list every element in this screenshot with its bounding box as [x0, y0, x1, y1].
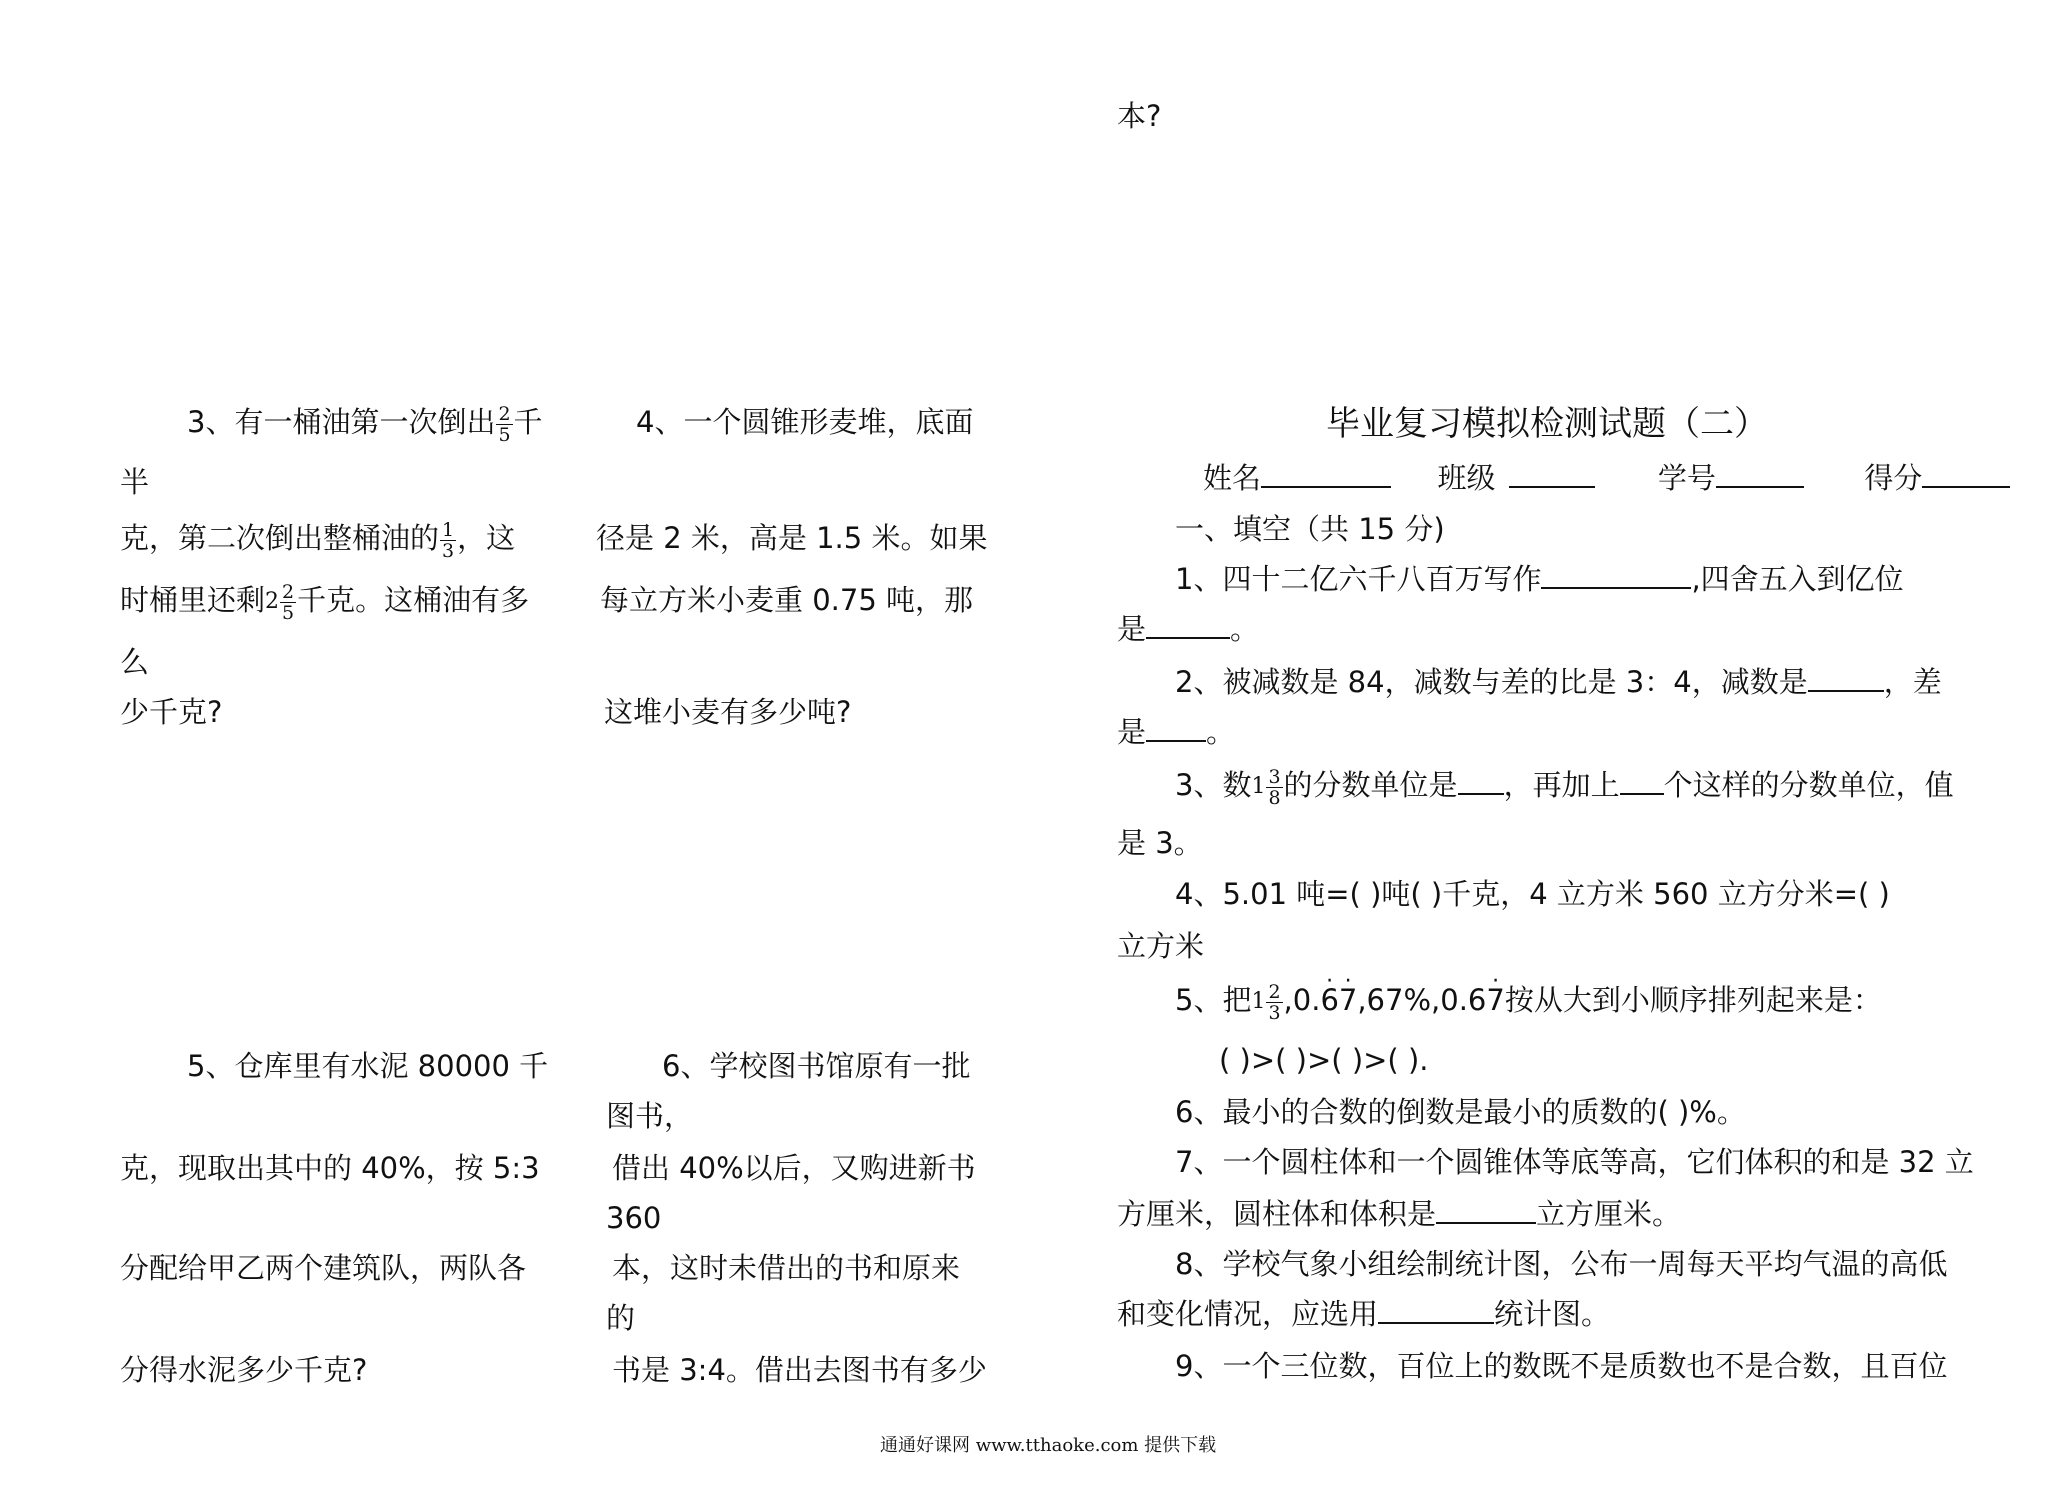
- answer-blank: [1436, 1196, 1536, 1224]
- q3-line-1: 3、数1 $\frac{3}{8}$ 的分数单位是 ，再加上 个这样的分数单位，值: [1175, 765, 1954, 809]
- problem-6-line-1: 6、学校图书馆原有一批: [662, 1049, 971, 1083]
- q4-line-2: 立方米: [1117, 929, 1205, 963]
- fraction: $\frac{2}{5}$: [498, 402, 511, 446]
- section-heading: 一、填空（共 15 分): [1175, 512, 1445, 546]
- q6: 6、最小的合数的倒数是最小的质数的( )%。: [1175, 1095, 1746, 1129]
- answer-blank: [1541, 561, 1691, 589]
- q5-line-2: ( )>( )>( )>( ).: [1219, 1043, 1429, 1077]
- fraction: $\frac{2}{3}$: [1268, 980, 1281, 1024]
- continued-text: 本?: [1117, 99, 1162, 133]
- problem-6-line-6: 的: [606, 1301, 636, 1335]
- q2-line-1: 2、被减数是 84，减数与差的比是 3：4，减数是 ，差: [1175, 665, 1942, 699]
- problem-4-line-1: 4、一个圆锥形麦堆，底面: [636, 405, 974, 439]
- answer-blank: [1146, 714, 1206, 742]
- fraction: $\frac{2}{5}$: [282, 580, 295, 624]
- q2-line-2: 是 。: [1117, 715, 1236, 749]
- class-blank: [1509, 460, 1595, 488]
- problem-3-line-1: 3、有一桶油第一次倒出 $\frac{2}{5}$ 千: [187, 402, 543, 446]
- answer-blank: [1620, 767, 1664, 795]
- problem-4-line-3: 每立方米小麦重 0.75 吨，那: [600, 583, 974, 617]
- problem-5-line-2: 克，现取出其中的 40%，按 5:3: [120, 1151, 540, 1185]
- id-blank: [1716, 460, 1804, 488]
- repeating-digit: 6 ·: [1320, 980, 1338, 1020]
- q4-line-1: 4、5.01 吨=( )吨( )千克，4 立方米 560 立方分米=( ): [1175, 877, 1890, 911]
- answer-blank: [1378, 1296, 1494, 1324]
- problem-5-line-3: 分配给甲乙两个建筑队，两队各: [120, 1251, 527, 1285]
- answer-blank: [1808, 664, 1884, 692]
- q7-line-1: 7、一个圆柱体和一个圆锥体等底等高，它们体积的和是 32 立: [1175, 1145, 1974, 1179]
- problem-4-line-2: 径是 2 米，高是 1.5 米。如果: [596, 521, 988, 555]
- student-info-row: 姓名 班级 学号 得分: [1203, 458, 2010, 498]
- q9-line-1: 9、一个三位数，百位上的数既不是质数也不是合数，且百位: [1175, 1349, 1948, 1383]
- repeating-digit: 7 ·: [1486, 980, 1504, 1020]
- problem-6-line-7: 书是 3:4。借出去图书有多少: [612, 1353, 987, 1387]
- problem-6-line-2: 图书，: [606, 1099, 694, 1133]
- fraction: $\frac{3}{8}$: [1268, 765, 1281, 809]
- q5-line-1: 5、把1 $\frac{2}{3}$ ,0.6 ·7 ·,67%,0.67 ·按从大到小顺序排列起来是：: [1175, 980, 1882, 1023]
- name-blank: [1261, 460, 1391, 488]
- problem-3-line-6: 少千克?: [120, 695, 223, 729]
- q8-line-1: 8、学校气象小组绘制统计图，公布一周每天平均气温的高低: [1175, 1247, 1948, 1281]
- problem-6-line-5: 本，这时未借出的书和原来: [612, 1251, 961, 1285]
- repeating-digit: 7 ·: [1339, 980, 1357, 1020]
- problem-3-line-3: 克，第二次倒出整桶油的 $\frac{1}{3}$ ，这: [120, 518, 516, 562]
- problem-3-line-4: 时桶里还剩2 $\frac{2}{5}$ 千克。这桶油有多: [120, 580, 530, 624]
- problem-4-line-4: 这堆小麦有多少吨?: [604, 695, 852, 729]
- q7-line-2: 方厘米，圆柱体和体积是 立方厘米。: [1117, 1197, 1682, 1231]
- problem-5-line-1: 5、仓库里有水泥 80000 千: [187, 1049, 549, 1083]
- problem-5-line-4: 分得水泥多少千克?: [120, 1353, 368, 1387]
- answer-blank: [1458, 767, 1504, 795]
- fraction: $\frac{1}{3}$: [442, 518, 455, 562]
- q3-line-2: 是 3。: [1117, 826, 1203, 860]
- q1-line-1: 1、四十二亿六千八百万写作 ,四舍五入到亿位: [1175, 562, 1904, 596]
- answer-blank: [1146, 611, 1230, 639]
- exam-title: 毕业复习模拟检测试题（二）: [1326, 404, 1768, 444]
- score-blank: [1922, 460, 2010, 488]
- problem-3-line-2: 半: [120, 465, 150, 499]
- problem-6-line-4: 360: [606, 1201, 662, 1235]
- problem-6-line-3: 借出 40%以后，又购进新书: [612, 1151, 976, 1185]
- footer-credit: 通通好课网 www.tthaoke.com 提供下载: [880, 1435, 1217, 1456]
- problem-3-line-5: 么: [120, 645, 150, 679]
- q8-line-2: 和变化情况，应选用 统计图。: [1117, 1297, 1611, 1331]
- q1-line-2: 是 。: [1117, 612, 1260, 646]
